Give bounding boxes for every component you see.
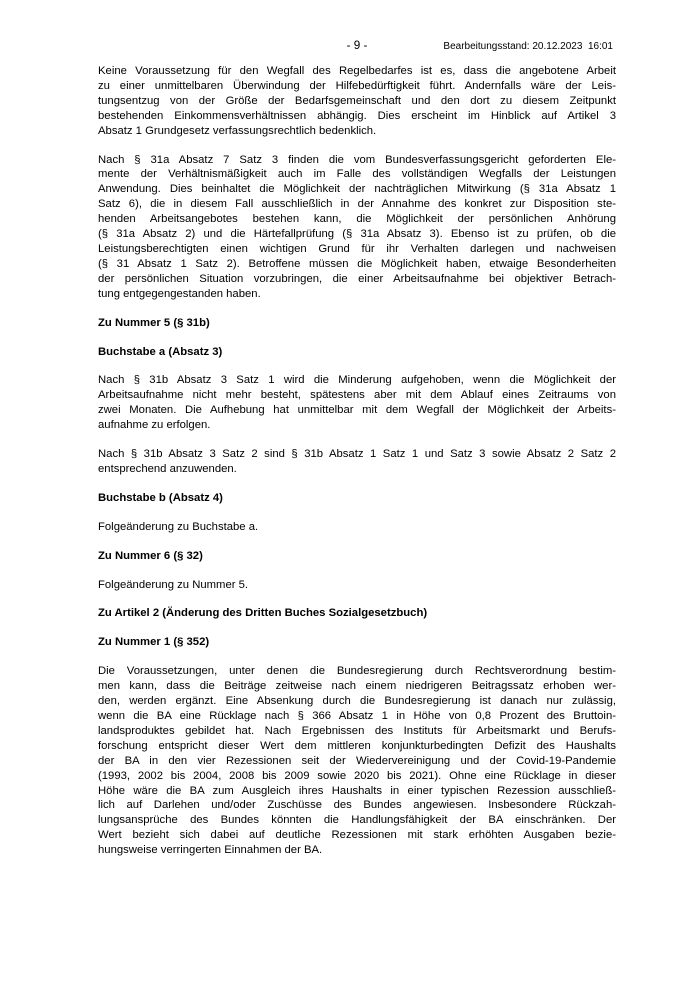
text-line: (§ 31a Absatz 2) und die Härtefallprüfung (§ 31a Absatz 3). Ebenso ist zu prüfen, ob die (98, 228, 616, 241)
section-heading: Buchstabe a (Absatz 3) (98, 345, 223, 358)
text-line: (1993, 2002 bis 2004, 2008 bis 2009 sowie 2020 bis 2021). Ohne eine Rücklage in dieser (98, 769, 616, 782)
text-line: lungsansprüche des Bundes könnten die Handlungsfähigkeit der BA einschränken. Der (98, 814, 616, 827)
paragraph (98, 664, 616, 858)
text-line: wenn die BA eine Rücklage nach § 366 Absatz 1 in Höhe von 0,8 Prozent des Bruttoin- (98, 710, 616, 722)
text-line: Folgeänderung zu Nummer 5. (98, 578, 249, 591)
section-heading: Zu Artikel 2 (Änderung des Dritten Buches Sozialgesetzbuch) (98, 607, 428, 620)
text-line: tungsentzug von der Größe der Bedarfsgemeinschaft und den dort zu diesem Zeitpunkt (98, 94, 616, 107)
text-line: Leistungsberechtigten einen wichtigen Grund für ihr Verhalten darlegen und nachweisen (98, 242, 616, 255)
section-heading: Buchstabe b (Absatz 4) (98, 491, 223, 504)
section-heading: Zu Nummer 1 (§ 352) (98, 636, 210, 649)
text-line: aufnahme zu erfolgen. (98, 419, 211, 432)
text-line: Die Voraussetzungen, unter denen die Bundesregierung durch Rechtsverordnung bestim- (98, 665, 616, 678)
document-body (98, 64, 616, 858)
text-line: den, werden ergänzt. Eine Absenkung durch die Bundesregierung ist danach nur zulässig, (98, 695, 616, 708)
text-line: Folgeänderung zu Buchstabe a. (98, 520, 259, 533)
text-line: Höhe wäre die BA zum Ausgleich ihres Haushalts in einer typischen Rezession ausschließ- (98, 784, 616, 797)
text-line: hungsweise verringerten Einnahmen der BA. (98, 844, 323, 857)
text-line: Arbeitsaufnahme nicht mehr besteht, spätestens aber mit dem Ablauf eines Zeitraums von (98, 389, 616, 402)
text-line: Nach § 31a Absatz 7 Satz 3 finden die vom Bundesverfassungsgericht geforderten Ele- (98, 153, 616, 166)
paragraph (98, 153, 616, 302)
text-line: Keine Voraussetzung für den Wegfall des Regelbedarfes ist es, dass die angebotene Arbeit (98, 65, 616, 77)
page-number: - 9 - (346, 39, 368, 52)
text-line: henden Arbeitsangebotes bestehen kann, die Möglichkeit der persönlichen Anhörung (98, 213, 616, 226)
paragraph (98, 520, 616, 535)
text-line: zwei Monaten. Die Aufhebung hat unmittelbar mit dem Wegfall der Möglichkeit der Arbeits- (98, 404, 616, 417)
text-line: tung entgegengestanden haben. (98, 287, 261, 300)
text-line: Nach § 31b Absatz 3 Satz 2 sind § 31b Absatz 1 Satz 1 und Satz 3 sowie Absatz 2 Satz 2 (98, 448, 616, 461)
text-line: Wert bezieht sich dabei auf deutliche Rezessionen mit stark erhöhten Ausgaben bezie- (98, 829, 616, 842)
text-line: (§ 31 Absatz 1 Satz 2). Betroffene müssen die Möglichkeit haben, etwaige Besonderheiten (98, 257, 616, 270)
text-line: forschung entspricht dieser Wert dem mittleren konjunkturbedingten Defizit des Haushalts (98, 739, 616, 752)
text-line: mente der Verhältnismäßigkeit auch im Falle des vollständigen Wegfalls der Leistungen (98, 168, 616, 181)
text-line: Nach § 31b Absatz 3 Satz 1 wird die Minderung aufgehoben, wenn die Möglichkeit der (98, 374, 616, 387)
text-line: men kann, dass die Beiträge zeitweise nach einem niedrigeren Beitragssatz erhoben wer- (98, 680, 616, 693)
text-line: zu einer unmittelbaren Überwindung der Hilfebedürftigkeit führt. Andernfalls wäre der Leis- (98, 79, 616, 92)
text-line: lich auf Darlehen und/oder Zuschüsse des Bundes angewiesen. Insbesondere Rückzah- (98, 799, 616, 812)
page-header (98, 38, 616, 53)
text-line: der persönlichen Situation vorzubringen, die einer Arbeitsaufnahme bei objektiver Betrach- (98, 272, 616, 285)
paragraph (98, 447, 616, 477)
paragraph (98, 578, 616, 593)
text-line: der BA in den vier Rezessionen seit der Wiedervereinigung und der Covid-19-Pandemie (98, 754, 616, 767)
text-line: Absatz 1 Grundgesetz verfassungsrechtlich bedenklich. (98, 124, 377, 137)
section-heading: Zu Nummer 6 (§ 32) (98, 549, 203, 562)
text-line: Satz 6), die in diesem Fall ausschließlich in der Annahme des konkret zur Disposition ste- (98, 198, 616, 211)
paragraph (98, 64, 616, 139)
text-line: landsproduktes gebildet hat. Nach Ergebnissen des Instituts für Arbeitsmarkt und Berufs- (98, 724, 616, 737)
page-content (98, 38, 616, 872)
paragraph (98, 373, 616, 433)
editing-status: Bearbeitungsstand: 20.12.2023 16:01 (443, 41, 613, 52)
text-line: bestehenden Einkommensverhältnissen abhängig. Dies erscheint im Hinblick auf Artikel 3 (98, 109, 616, 122)
text-line: Anwendung. Dies beinhaltet die Möglichkeit der nachträglichen Mitwirkung (§ 31a Absatz 1 (98, 183, 616, 196)
text-line: entsprechend anzuwenden. (98, 462, 237, 475)
section-heading: Zu Nummer 5 (§ 31b) (98, 316, 210, 329)
